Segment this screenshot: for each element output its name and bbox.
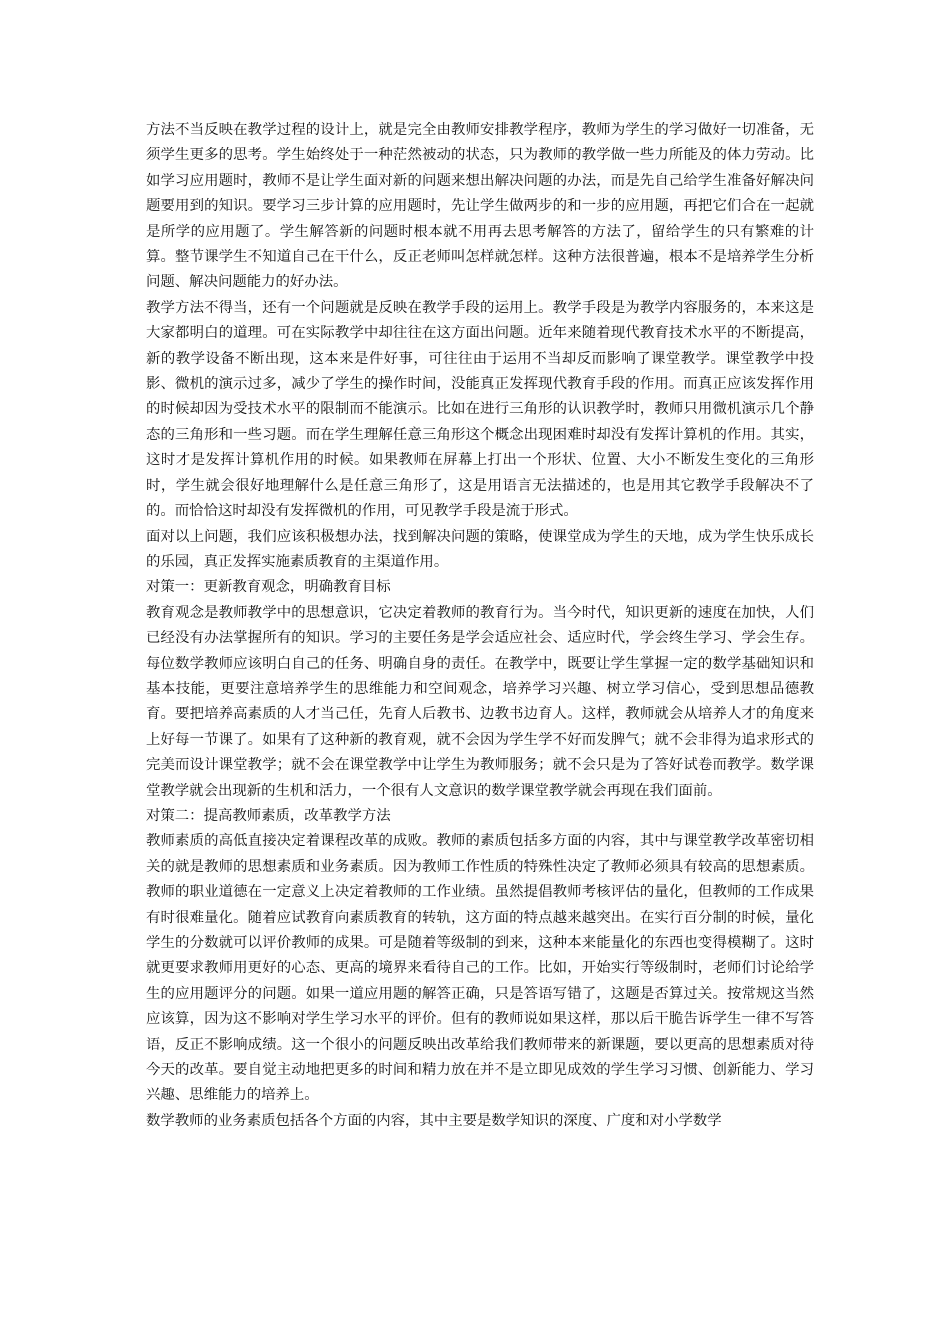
- paragraph-teaching-means: 教学方法不得当，还有一个问题就是反映在教学手段的运用上。教学手段是为教学内容服务的，本来这是大家都明白的道理。可在实际教学中却往往在这方面出问题。近年来随着现代教育技术水平的不断提高，新的教学设备不断出现，这本来是件好事，可往往由于运用不当却反而影响了课堂教学。课堂教学中投影、微机的演示过多，减少了学生的操作时间，没能真正发挥现代教育手段的作用。而真正应该发挥作用的时候却因为受技术水平的限制而不能演示。比如在进行三角形的认识教学时，教师只用微机演示几个静态的三角形和一些习题。而在学生理解任意三角形这个概念出现困难时却没有发挥计算机的作用。其实，这时才是发挥计算机作用的时候。如果教师在屏幕上打出一个形状、位置、大小不断发生变化的三角形时，学生就会很好地理解什么是任意三角形了，这是用语言无法描述的，也是用其它教学手段解决不了的。而恰恰这时却没有发挥微机的作用，可见教学手段是流于形式。: [146, 299, 814, 520]
- paragraph-strategy-intro: 面对以上问题，我们应该积极想办法，找到解决问题的策略，使课堂成为学生的天地，成为学生快乐成长的乐园，真正发挥实施素质教育的主渠道作用。: [146, 528, 814, 570]
- section-heading-strategy-two: 对策二：提高教师素质，改革教学方法: [146, 807, 391, 824]
- paragraph-education-concept: 教育观念是教师教学中的思想意识，它决定着教师的教育行为。当今时代，知识更新的速度在加快，人们已经没有办法掌握所有的知识。学习的主要任务是学会适应社会、适应时代，学会终生学习、学会生存。每位数学教师应该明白自己的任务、明确自身的责任。在教学中，既要让学生掌握一定的数学基础知识和基本技能，更要注意培养学生的思维能力和空间观念，培养学习兴趣、树立学习信心，受到思想品德教育。要把培养高素质的人才当己任，先育人后教书、边教书边育人。这样，教师就会从培养人才的角度来上好每一节课了。如果有了这种新的教育观，就不会因为学生学不好而发脾气；就不会非得为追求形式的完美而设计课堂教学；就不会在课堂教学中让学生为教师服务；就不会只是为了答好试卷而教学。数学课堂教学就会出现新的生机和活力，一个很有人文意识的数学课堂教学就会再现在我们面前。: [146, 604, 814, 799]
- paragraph-professional-quality: 数学教师的业务素质包括各个方面的内容，其中主要是数学知识的深度、广度和对小学数学: [146, 1112, 722, 1129]
- section-heading-strategy-one: 对策一：更新教育观念，明确教育目标: [146, 579, 391, 596]
- paragraph-teacher-quality: 教师素质的高低直接决定着课程改革的成败。教师的素质包括多方面的内容，其中与课堂教学改革密切相关的就是教师的思想素质和业务素质。因为教师工作性质的特殊性决定了教师必须具有较高的思想素质。教师的职业道德在一定意义上决定着教师的工作业绩。虽然提倡教师考核评估的量化，但教师的工作成果有时很难量化。随着应试教育向素质教育的转轨，这方面的特点越来越突出。在实行百分制的时候，量化学生的分数就可以评价教师的成果。可是随着等级制的到来，这种本来能量化的东西也变得模糊了。这时就更要求教师用更好的心态、更高的境界来看待自己的工作。比如，开始实行等级制时，老师们讨论给学生的应用题评分的问题。如果一道应用题的解答正确，只是答语写错了，这题是否算过关。按常规这当然应该算，因为这不影响对学生学习水平的评价。但有的教师说如果这样，那以后干脆告诉学生一律不写答语，反正不影响成绩。这一个很小的问题反映出改革给我们教师带来的新课题，要以更高的思想素质对待今天的改革。要自觉主动地把更多的时间和精力放在并不是立即见成效的学生学习习惯、创新能力、学习兴趣、思维能力的培养上。: [146, 833, 814, 1104]
- paragraph-teaching-process: 方法不当反映在教学过程的设计上，就是完全由教师安排教学程序，教师为学生的学习做好一切准备，无须学生更多的思考。学生始终处于一种茫然被动的状态，只为教师的教学做一些力所能及的体力劳动。比如学习应用题时，教师不是让学生面对新的问题来想出解决问题的办法，而是先自己给学生准备好解决问题要用到的知识。要学习三步计算的应用题时，先让学生做两步的和一步的应用题，再把它们合在一起就是所学的应用题了。学生解答新的问题时根本就不用再去思考解答的方法了，留给学生的只有繁难的计算。整节课学生不知道自己在干什么，反正老师叫怎样就怎样。这种方法很普遍，根本不是培养学生分析问题、解决问题能力的好办法。: [146, 122, 814, 291]
- document-body: [146, 118, 814, 1134]
